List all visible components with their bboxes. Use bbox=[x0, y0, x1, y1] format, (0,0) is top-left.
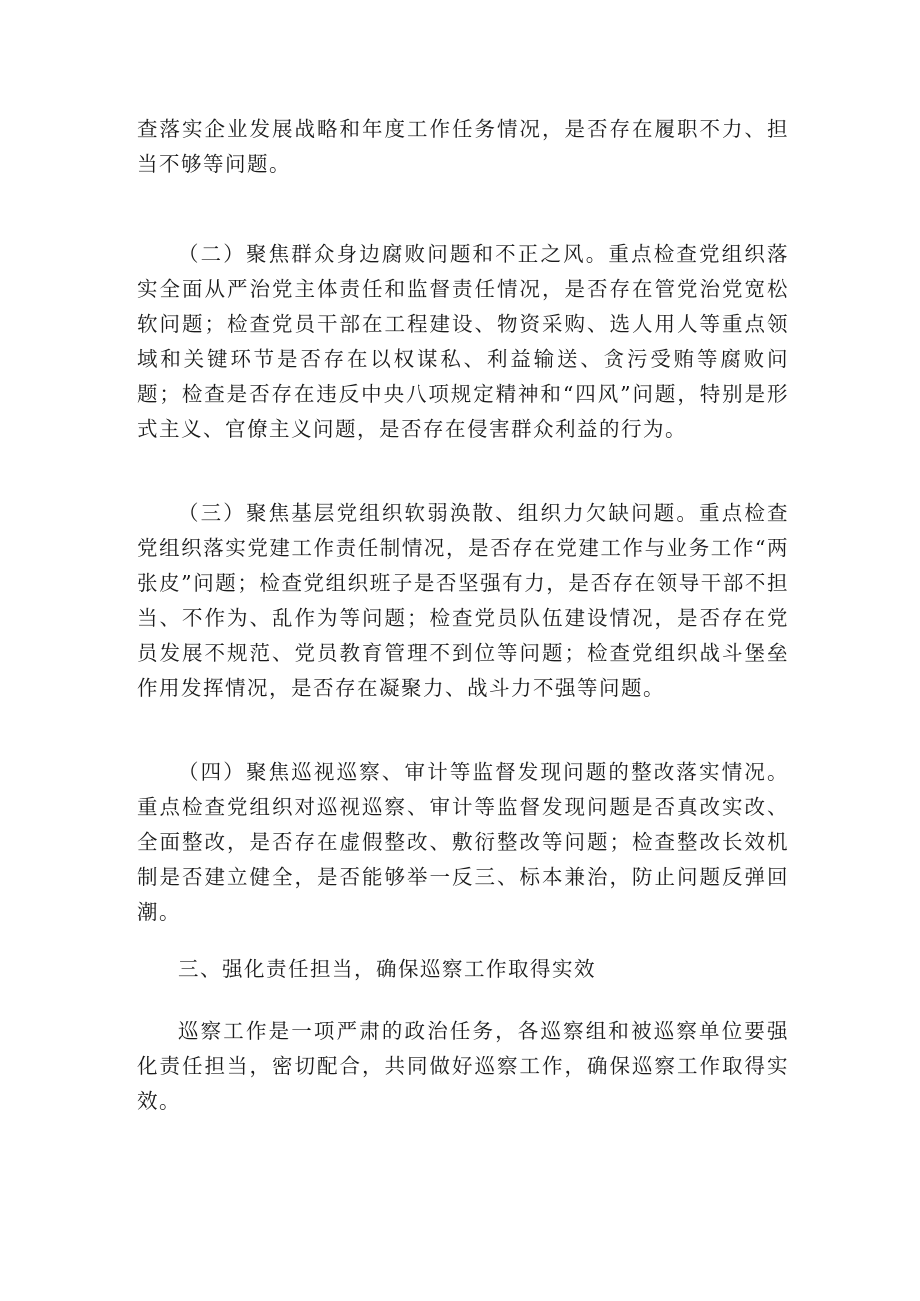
document-body bbox=[137, 112, 789, 1119]
section-heading: 三、强化责任担当，确保巡察工作取得实效 bbox=[178, 957, 596, 981]
paragraph-section-4: （四）聚焦巡视巡察、审计等监督发现问题的整改落实情况。重点检查党组织对巡视巡察、审计等监督发现问题是否真改实改、全面整改，是否存在虚假整改、敷衍整改等问题；检查整改长效机制是否建立健全，是否能够举一反三、标本兼治，防止问题反弹回潮。 bbox=[137, 760, 789, 924]
paragraph-section-2: （二）聚焦群众身边腐败问题和不正之风。重点检查党组织落实全面从严治党主体责任和监督责任情况，是否存在管党治党宽松软问题；检查党员干部在工程建设、物资采购、选人用人等重点领域和关键环节是否存在以权谋私、利益输送、贪污受贿等腐败问题；检查是否存在违反中央八项规定精神和“四风”问题，特别是形式主义、官僚主义问题，是否存在侵害群众利益的行为。 bbox=[137, 242, 789, 441]
paragraph-closing: 巡察工作是一项严肃的政治任务，各巡察组和被巡察单位要强化责任担当，密切配合，共同做好巡察工作，确保巡察工作取得实效。 bbox=[137, 1019, 789, 1113]
paragraph-section-3: （三）聚焦基层党组织软弱涣散、组织力欠缺问题。重点检查党组织落实党建工作责任制情况，是否存在党建工作与业务工作“两张皮”问题；检查党组织班子是否坚强有力，是否存在领导干部不担当、不作为、乱作为等问题；检查党员队伍建设情况，是否存在党员发展不规范、党员教育管理不到位等问题；检查党组织战斗堡垒作用发挥情况，是否存在凝聚力、战斗力不强等问题。 bbox=[137, 501, 789, 700]
paragraph-continuation: 查落实企业发展战略和年度工作任务情况，是否存在履职不力、担当不够等问题。 bbox=[137, 117, 789, 176]
